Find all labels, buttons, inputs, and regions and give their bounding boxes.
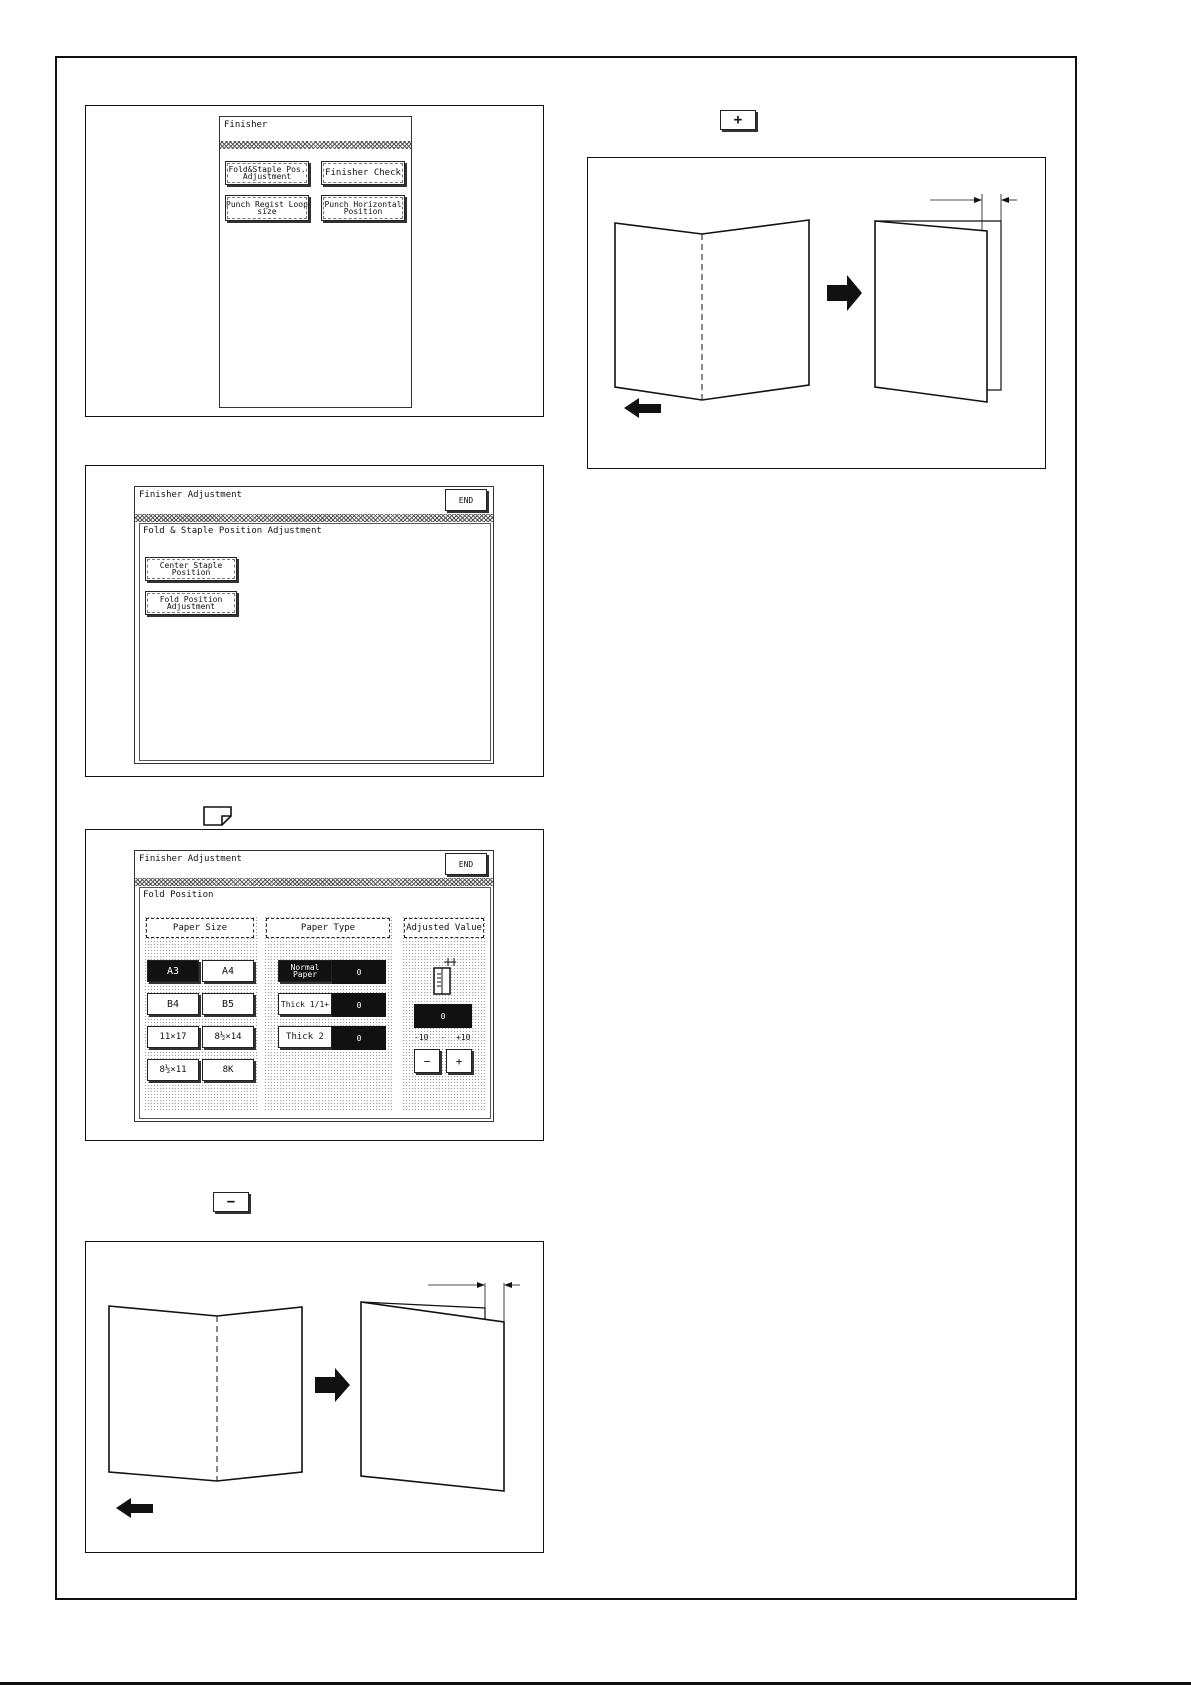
size-8k-button[interactable]: 8K	[202, 1059, 254, 1081]
range-separator: -	[441, 1033, 446, 1042]
fold-position-adjustment-button[interactable]: Fold Position Adjustment	[145, 591, 237, 615]
finisher-adjustment-screen	[134, 486, 494, 764]
content-panel	[139, 887, 491, 1119]
finisher-screen	[219, 116, 412, 408]
type-thick-2-value: 0	[332, 1026, 386, 1050]
type-thick-1-value: 0	[332, 993, 386, 1017]
size-a3-button[interactable]: A3	[147, 960, 199, 982]
fold-plus-diagram	[588, 158, 1044, 467]
paper-type-area	[264, 916, 394, 1112]
adjusted-value-header: Adjusted Value	[404, 918, 484, 938]
size-11x17-button[interactable]: 11×17	[147, 1026, 199, 1048]
type-thick-2-button[interactable]: Thick 2	[278, 1026, 332, 1048]
title-separator	[135, 878, 493, 886]
paper-size-header: Paper Size	[146, 918, 254, 938]
title-separator	[135, 514, 493, 522]
figure-fold-staple-adjustment	[85, 465, 544, 777]
fold-minus-diagram	[86, 1242, 542, 1551]
center-staple-position-button[interactable]: Center Staple Position	[145, 557, 237, 581]
finisher-screen-title: Finisher	[224, 120, 268, 130]
panel-subtitle: Fold & Staple Position Adjustment	[143, 526, 322, 536]
figure-fold-position	[85, 829, 544, 1141]
range-max-label: +10	[456, 1033, 471, 1042]
fold-booklet-icon	[432, 956, 458, 996]
range-min-label: -10	[414, 1033, 429, 1042]
plus-button[interactable]: +	[446, 1049, 472, 1073]
figure-fold-plus	[587, 157, 1046, 469]
screen-title: Finisher Adjustment	[139, 490, 242, 500]
size-b4-button[interactable]: B4	[147, 993, 199, 1015]
size-b5-button[interactable]: B5	[202, 993, 254, 1015]
figure-finisher-menu	[85, 105, 544, 417]
paper-type-header: Paper Type	[266, 918, 390, 938]
type-normal-paper-button[interactable]: Normal Paper	[278, 960, 332, 982]
size-8-5x11-button[interactable]: 8½×11	[147, 1059, 199, 1081]
title-separator	[220, 141, 411, 149]
adjusted-value-display: 0	[414, 1004, 472, 1028]
paper-orientation-icon	[203, 806, 233, 826]
punch-horizontal-position-button[interactable]: Punch Horizontal Position	[321, 195, 405, 221]
end-button[interactable]: END	[445, 489, 487, 511]
finisher-check-button[interactable]: Finisher Check	[321, 161, 405, 185]
fold-position-screen	[134, 850, 494, 1122]
panel-subtitle: Fold Position	[143, 890, 214, 900]
minus-button[interactable]: −	[414, 1049, 440, 1073]
end-button[interactable]: END	[445, 853, 487, 875]
type-thick-1-button[interactable]: Thick 1/1+	[278, 993, 332, 1015]
minus-key-icon: −	[213, 1192, 249, 1212]
punch-regist-loop-size-button[interactable]: Punch Regist Loop size	[225, 195, 309, 221]
adjusted-value-area	[402, 916, 486, 1112]
fold-staple-pos-adjustment-button[interactable]: Fold&Staple Pos. Adjustment	[225, 161, 309, 185]
size-8-5x14-button[interactable]: 8½×14	[202, 1026, 254, 1048]
content-panel	[139, 523, 491, 761]
paper-size-area	[144, 916, 258, 1112]
figure-fold-minus	[85, 1241, 544, 1553]
type-normal-paper-value: 0	[332, 960, 386, 984]
right-arrow-icon	[827, 275, 862, 311]
size-a4-button[interactable]: A4	[202, 960, 254, 982]
plus-key-icon: +	[720, 110, 756, 130]
screen-title: Finisher Adjustment	[139, 854, 242, 864]
right-arrow-icon	[315, 1368, 350, 1402]
